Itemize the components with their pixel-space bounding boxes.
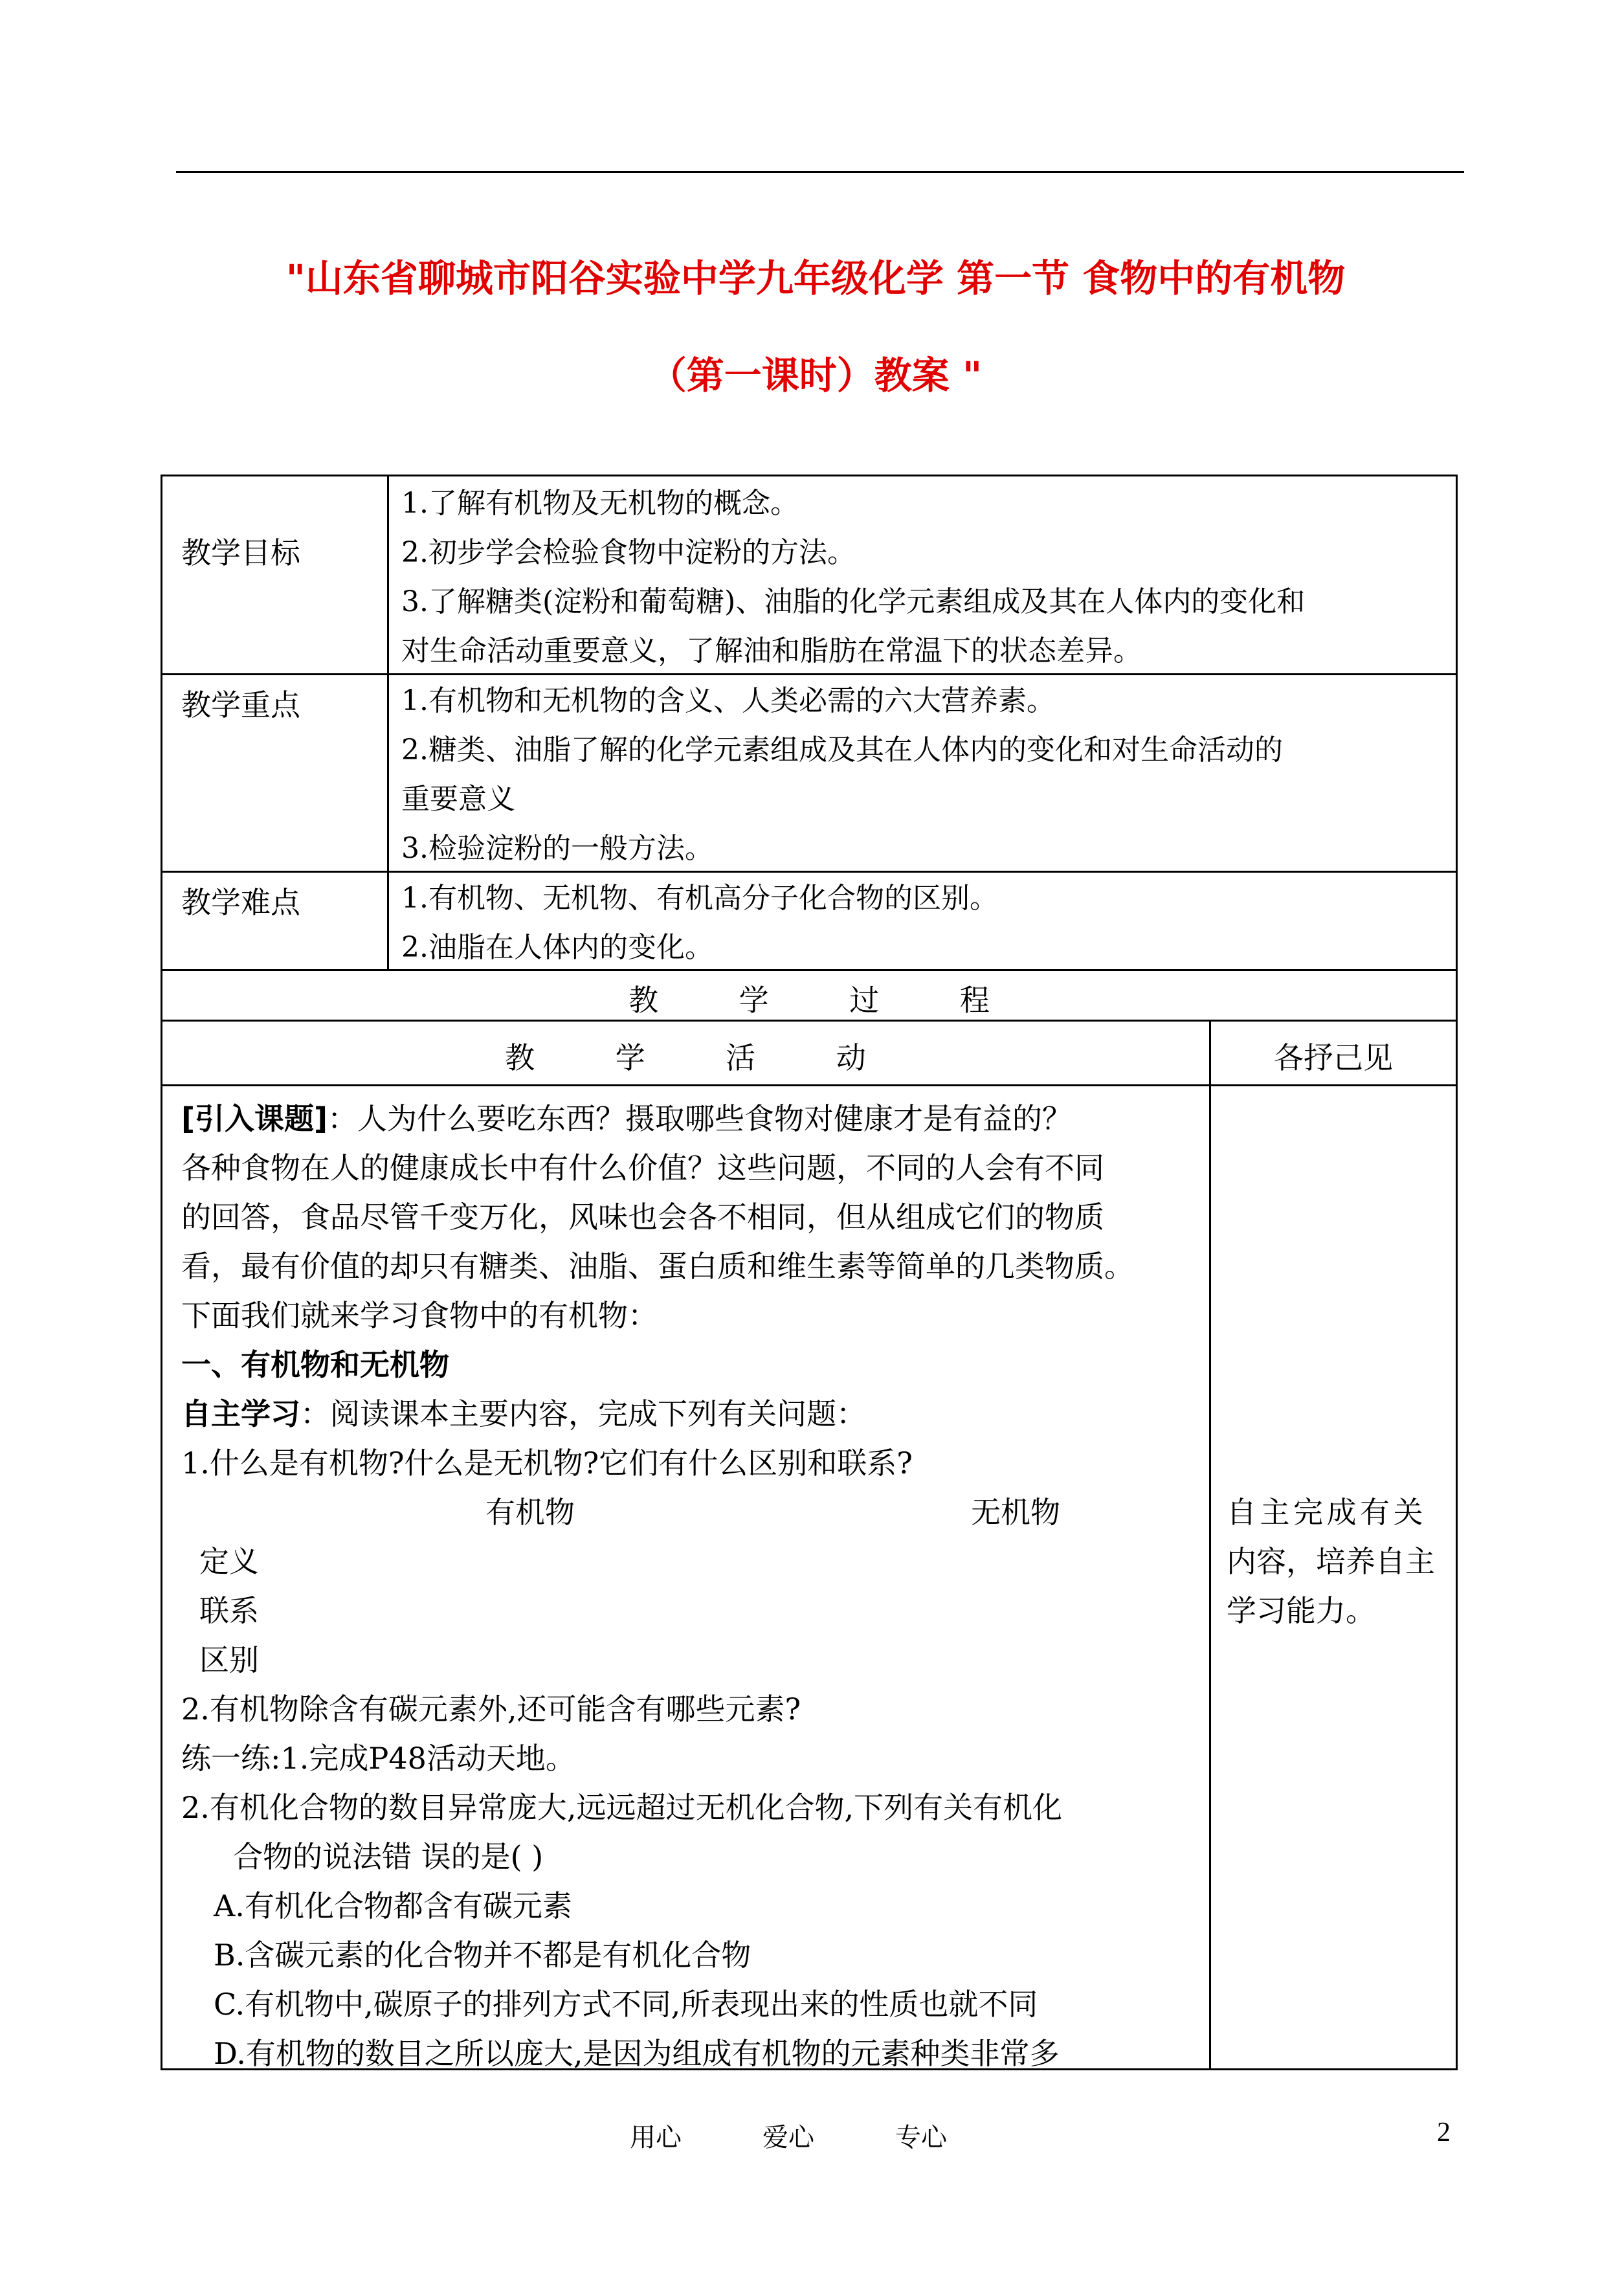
opinion-header: 各抒己见 <box>1274 1040 1393 1075</box>
activity-content: [引入课题]：人为什么要吃东西？摄取哪些食物对健康才是有益的？ 各种食物在人的健康成长中有什么价值？这些问题，不同的人会有不同 的回答，食品尽管千变万化，风味也会各不相同，但从组成它们的物质 看，最有价值的却只有糖类、油脂、蛋白质和维生素等简单的几类物质。 下面我们就来学习食物中的有机物： 一、有机物和无机物 自主学习：阅读课本主要内容，完成下列有关问题： 1.什么是有机物?什么是无机物?它们有什么区别和联系? 有机物 无机物 定义 联系 区别 2.有机物除含有碳元素外,还可能含有哪些元素? 练一练:1.完成P48活动天地。 2.有机化合物的数目异常庞大,远远超过无机化合物,下列有关有机化 合物的说法错 误的是( ) A.有机化合物都含有碳元素 B.含碳元素的化合物并不都是有机化合物 C.有机物中,碳原子的排列方式不同,所表现出来的性质也就不同 D.有机物的数目之所以庞大,是因为组成有机物的元素种类非常多 <box>181 1094 1204 2065</box>
key-points-label: 教学重点 <box>181 688 300 722</box>
section-heading: 一、有机物和无机物 <box>181 1347 449 1382</box>
option-b: B.含碳元素的化合物并不都是有机化合物 <box>214 1938 751 1973</box>
difficulties-label: 教学难点 <box>181 885 300 920</box>
document-title-line1: "山东省聊城市阳谷实验中学九年级化学 第一节 食物中的有机物 <box>285 256 1346 300</box>
objectives-label: 教学目标 <box>181 535 300 570</box>
footer-word-1: 用心 <box>630 2123 682 2153</box>
document-title-line2: （第一课时）教案 " <box>649 353 983 397</box>
objectives-text: 1.了解有机物及无机物的概念。 2.初步学会检验食物中淀粉的方法。 3.了解糖类(淀粉和葡萄糖)、油脂的化学元素组成及其在人体内的变化和 对生命活动重要意义，了解油和脂肪在常温下的状态差异。 <box>401 487 1306 667</box>
footer-word-3: 专心 <box>895 2123 947 2153</box>
difficulties-text: 1.有机物、无机物、有机高分子化合物的区别。 2.油脂在人体内的变化。 <box>401 882 998 964</box>
column-inorganic: 无机物 <box>971 1495 1060 1530</box>
page-number: 2 <box>1437 2118 1451 2147</box>
option-c: C.有机物中,碳原子的排列方式不同,所表现出来的性质也就不同 <box>214 1987 1038 2022</box>
column-organic: 有机物 <box>485 1495 575 1530</box>
option-d: D.有机物的数目之所以庞大,是因为组成有机物的元素种类非常多 <box>214 2036 1060 2071</box>
key-points-text: 1.有机物和无机物的含义、人类必需的六大营养素。 2.糖类、油脂了解的化学元素组成及其在人体内的变化和对生命活动的 重要意义 3.检验淀粉的一般方法。 <box>401 684 1283 865</box>
activity-header: 教 学 活 动 <box>505 1040 866 1075</box>
process-header: 教 学 过 程 <box>628 983 990 1018</box>
option-a: A.有机化合物都含有碳元素 <box>214 1888 572 1923</box>
lesson-plan-table: 教学目标 1.了解有机物及无机物的概念。 2.初步学会检验食物中淀粉的方法。 3.了解糖类(淀粉和葡萄糖)、油脂的化学元素组成及其在人体内的变化和 对生命活动重要意义，了解油和脂肪在常温下的状态差异。 教学重点 1.有机物和无机物的含义、人类必需的六大营养素。 2.糖类、油脂了解的化学元素组成及其在人体内的变化和对生命活动的 重要意义 3.检验淀粉的一般方法。 教学难点 1.有机物、无机物、有机高分子化合物的区别。 2.油脂在人体内的变化。 教 学 过 程 教 学 活 动 各抒己见 [引入课题]：人为什么要吃东西？摄取哪些食物对健康才是有益的？ 各种食物在人的健康成长中有什么价值？这些问题，不同的人会有不同 的回答，食品尽管千变万化，风味也会各不相同，但从组成它们的物质 看，最有价值的却只有糖类、油脂、蛋白质和维生素等简单的几类物质。 下面我们就来学习食物中的有机物： 一、有机物和无机物 自主学习：阅读课本主要内容，完成下列有关问题： 1.什么是有机物?什么是无机物?它们有什么区别和联系? 有机物 无机物 定义 联系 区别 2.有机物除含有碳元素外,还可能含有哪些元素? 练一练:1.完成P48活动天地。 2.有机化合物的数目异常庞大,远远超过无机化合物,下列有关有机化 合物的说法错 误的是( ) A.有机化合物都含有碳元素 B.含碳元素的化合物并不都是有机化合物 C.有机物中,碳原子的排列方式不同,所表现出来的性质也就不同 D.有机物的数目之所以庞大,是因为组成有机物的元素种类非常多 自主完成有关 内容，培养自主 学习能力。 <box>0 0 1624 2293</box>
footer-word-2: 爱心 <box>762 2123 814 2153</box>
